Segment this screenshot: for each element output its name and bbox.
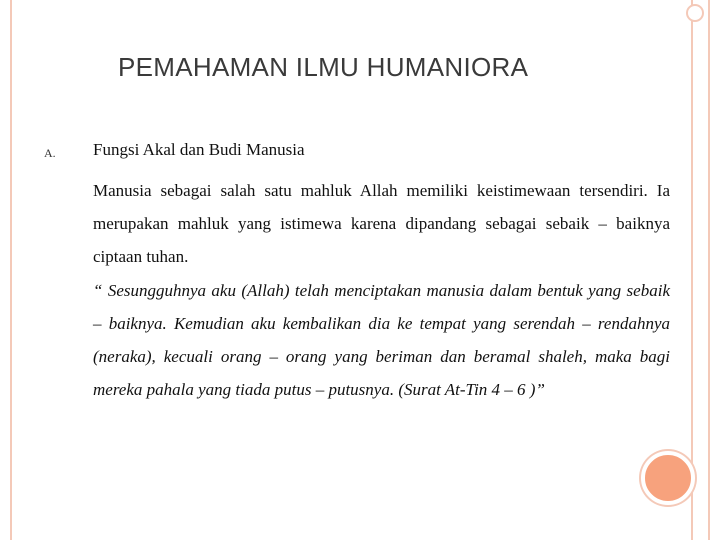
body-paragraph: Manusia sebagai salah satu mahluk Allah memiliki keistimewaan tersendiri. Ia merupakan mahluk yang istimewa karena dipandang sebagai sebaik – baiknya ciptaan tuhan. [93,181,670,266]
slide-title: PEMAHAMAN ILMU HUMANIORA [118,52,529,82]
decorative-circle-bottom [641,451,695,505]
section-heading: Fungsi Akal dan Budi Manusia [93,140,305,159]
decorative-circle-top [686,4,704,22]
slide-right-rail [708,0,710,540]
section-letter: A. [44,146,56,160]
quote-paragraph: “ Sesungguhnya aku (Allah) telah menciptakan manusia dalam bentuk yang sebaik – baiknya. Kemudian aku kembalikan dia ke tempat yang serendah – rendahnya (neraka), kecuali orang – orang yang beriman dan beramal shaleh, maka bagi mereka pahala yang tiada putus – putusnya. (Surat At-Tin 4 – 6 )” [93,281,670,399]
